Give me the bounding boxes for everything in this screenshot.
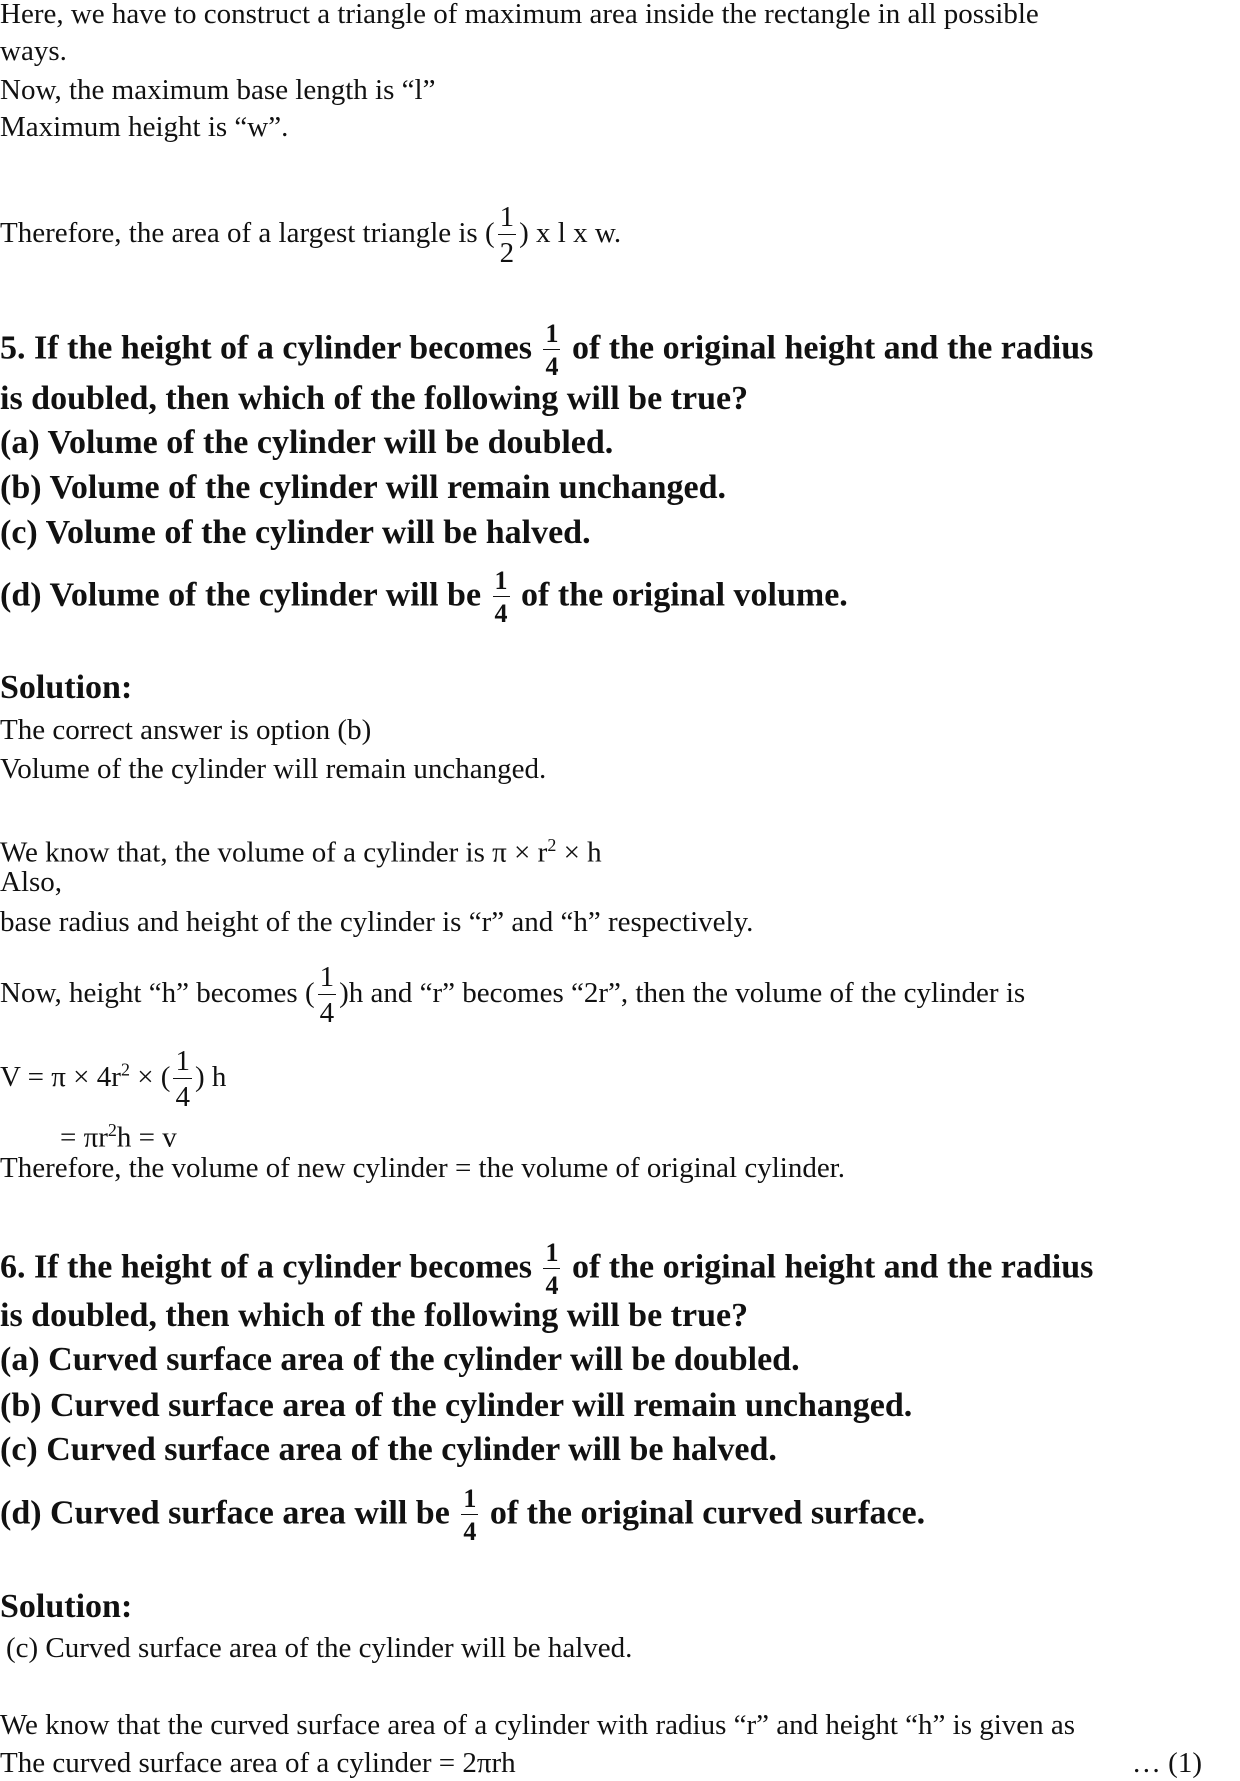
equation-number: … (1) xyxy=(1131,1747,1202,1779)
text-line xyxy=(0,827,602,871)
text-line: Also, xyxy=(0,866,63,898)
numerator: 1 xyxy=(175,1045,190,1077)
denominator: 4 xyxy=(463,1517,477,1546)
text-line xyxy=(0,203,621,268)
fraction xyxy=(173,1047,192,1112)
text-line: Volume of the cylinder will remain unchanged. xyxy=(0,753,547,785)
text-line: (c) Curved surface area of the cylinder will be halved. xyxy=(6,1632,633,1664)
text-line: Now, the maximum base length is “l” xyxy=(0,74,436,106)
superscript: 2 xyxy=(547,835,557,855)
text: of the original height and the radius xyxy=(571,329,1094,367)
question-5-title xyxy=(0,321,1093,380)
option-a: (a) Curved surface area of the cylinder will be doubled. xyxy=(0,1341,800,1378)
fraction xyxy=(318,963,337,1028)
option-d xyxy=(0,1486,925,1545)
solution-heading: Solution: xyxy=(0,669,133,706)
text: Therefore, the area of a largest triangle is ( xyxy=(0,217,495,250)
numerator: 1 xyxy=(499,201,515,233)
numerator: 1 xyxy=(463,1484,477,1513)
text: ) h xyxy=(194,1061,227,1094)
text: of the original curved surface. xyxy=(489,1494,926,1532)
superscript: 2 xyxy=(120,1059,130,1080)
question-5-title: is doubled, then which of the following will be true? xyxy=(0,380,749,417)
text: (d) Volume of the cylinder will be xyxy=(0,576,482,614)
numerator: 1 xyxy=(545,319,559,348)
denominator: 4 xyxy=(175,1081,190,1113)
text: × h xyxy=(556,836,602,869)
text: ) x l x w. xyxy=(519,217,622,250)
text: The curved surface area of a cylinder = 2πrh xyxy=(0,1747,516,1779)
text: We know that, the volume of a cylinder is π × r xyxy=(0,836,548,869)
numerator: 1 xyxy=(319,961,335,993)
text: of the original height and the radius xyxy=(571,1248,1094,1286)
text-line: The correct answer is option (b) xyxy=(0,714,372,746)
text-line: base radius and height of the cylinder is “r” and “h” respectively. xyxy=(0,906,754,938)
fraction xyxy=(543,1240,560,1299)
text-line xyxy=(0,1745,1240,1781)
text: of the original volume. xyxy=(521,576,848,614)
text: Now, height “h” becomes ( xyxy=(0,977,315,1010)
option-c: (c) Curved surface area of the cylinder will be halved. xyxy=(0,1431,777,1468)
question-6-title: is doubled, then which of the following will be true? xyxy=(0,1297,749,1334)
option-c: (c) Volume of the cylinder will be halved. xyxy=(0,514,591,551)
text-line: Therefore, the volume of new cylinder = the volume of original cylinder. xyxy=(0,1152,845,1184)
text-line: Here, we have to construct a triangle of maximum area inside the rectangle in all possible xyxy=(0,0,1039,30)
denominator: 4 xyxy=(319,997,335,1029)
denominator: 2 xyxy=(499,237,515,269)
text-line: Maximum height is “w”. xyxy=(0,111,289,143)
option-d xyxy=(0,568,848,627)
text: h = v xyxy=(116,1121,177,1154)
fraction xyxy=(543,321,560,380)
denominator: 4 xyxy=(545,352,559,381)
denominator: 4 xyxy=(494,599,508,628)
text: )h and “r” becomes “2r”, then the volume of the cylinder is xyxy=(339,977,1026,1010)
numerator: 1 xyxy=(494,566,508,595)
solution-heading: Solution: xyxy=(0,1588,133,1625)
text-line: ways. xyxy=(0,35,67,67)
text: 6. If the height of a cylinder becomes xyxy=(0,1248,532,1286)
numerator: 1 xyxy=(545,1238,559,1267)
fraction xyxy=(493,568,510,627)
question-6-title xyxy=(0,1240,1093,1299)
superscript: 2 xyxy=(107,1120,117,1140)
fraction xyxy=(498,203,517,268)
option-a: (a) Volume of the cylinder will be doubled. xyxy=(0,424,614,461)
fraction xyxy=(461,1486,478,1545)
text: = πr xyxy=(60,1121,108,1154)
text-line xyxy=(0,963,1025,1028)
text: (d) Curved surface area will be xyxy=(0,1494,450,1532)
text: 5. If the height of a cylinder becomes xyxy=(0,329,532,367)
option-b: (b) Curved surface area of the cylinder will remain unchanged. xyxy=(0,1387,913,1424)
text: V = π × 4r xyxy=(0,1061,121,1094)
text-line: We know that the curved surface area of a cylinder with radius “r” and height “h” is given as xyxy=(0,1709,1076,1741)
equation xyxy=(0,1047,226,1112)
option-b: (b) Volume of the cylinder will remain unchanged. xyxy=(0,469,727,506)
text: × ( xyxy=(129,1061,171,1094)
denominator: 4 xyxy=(545,1271,559,1300)
